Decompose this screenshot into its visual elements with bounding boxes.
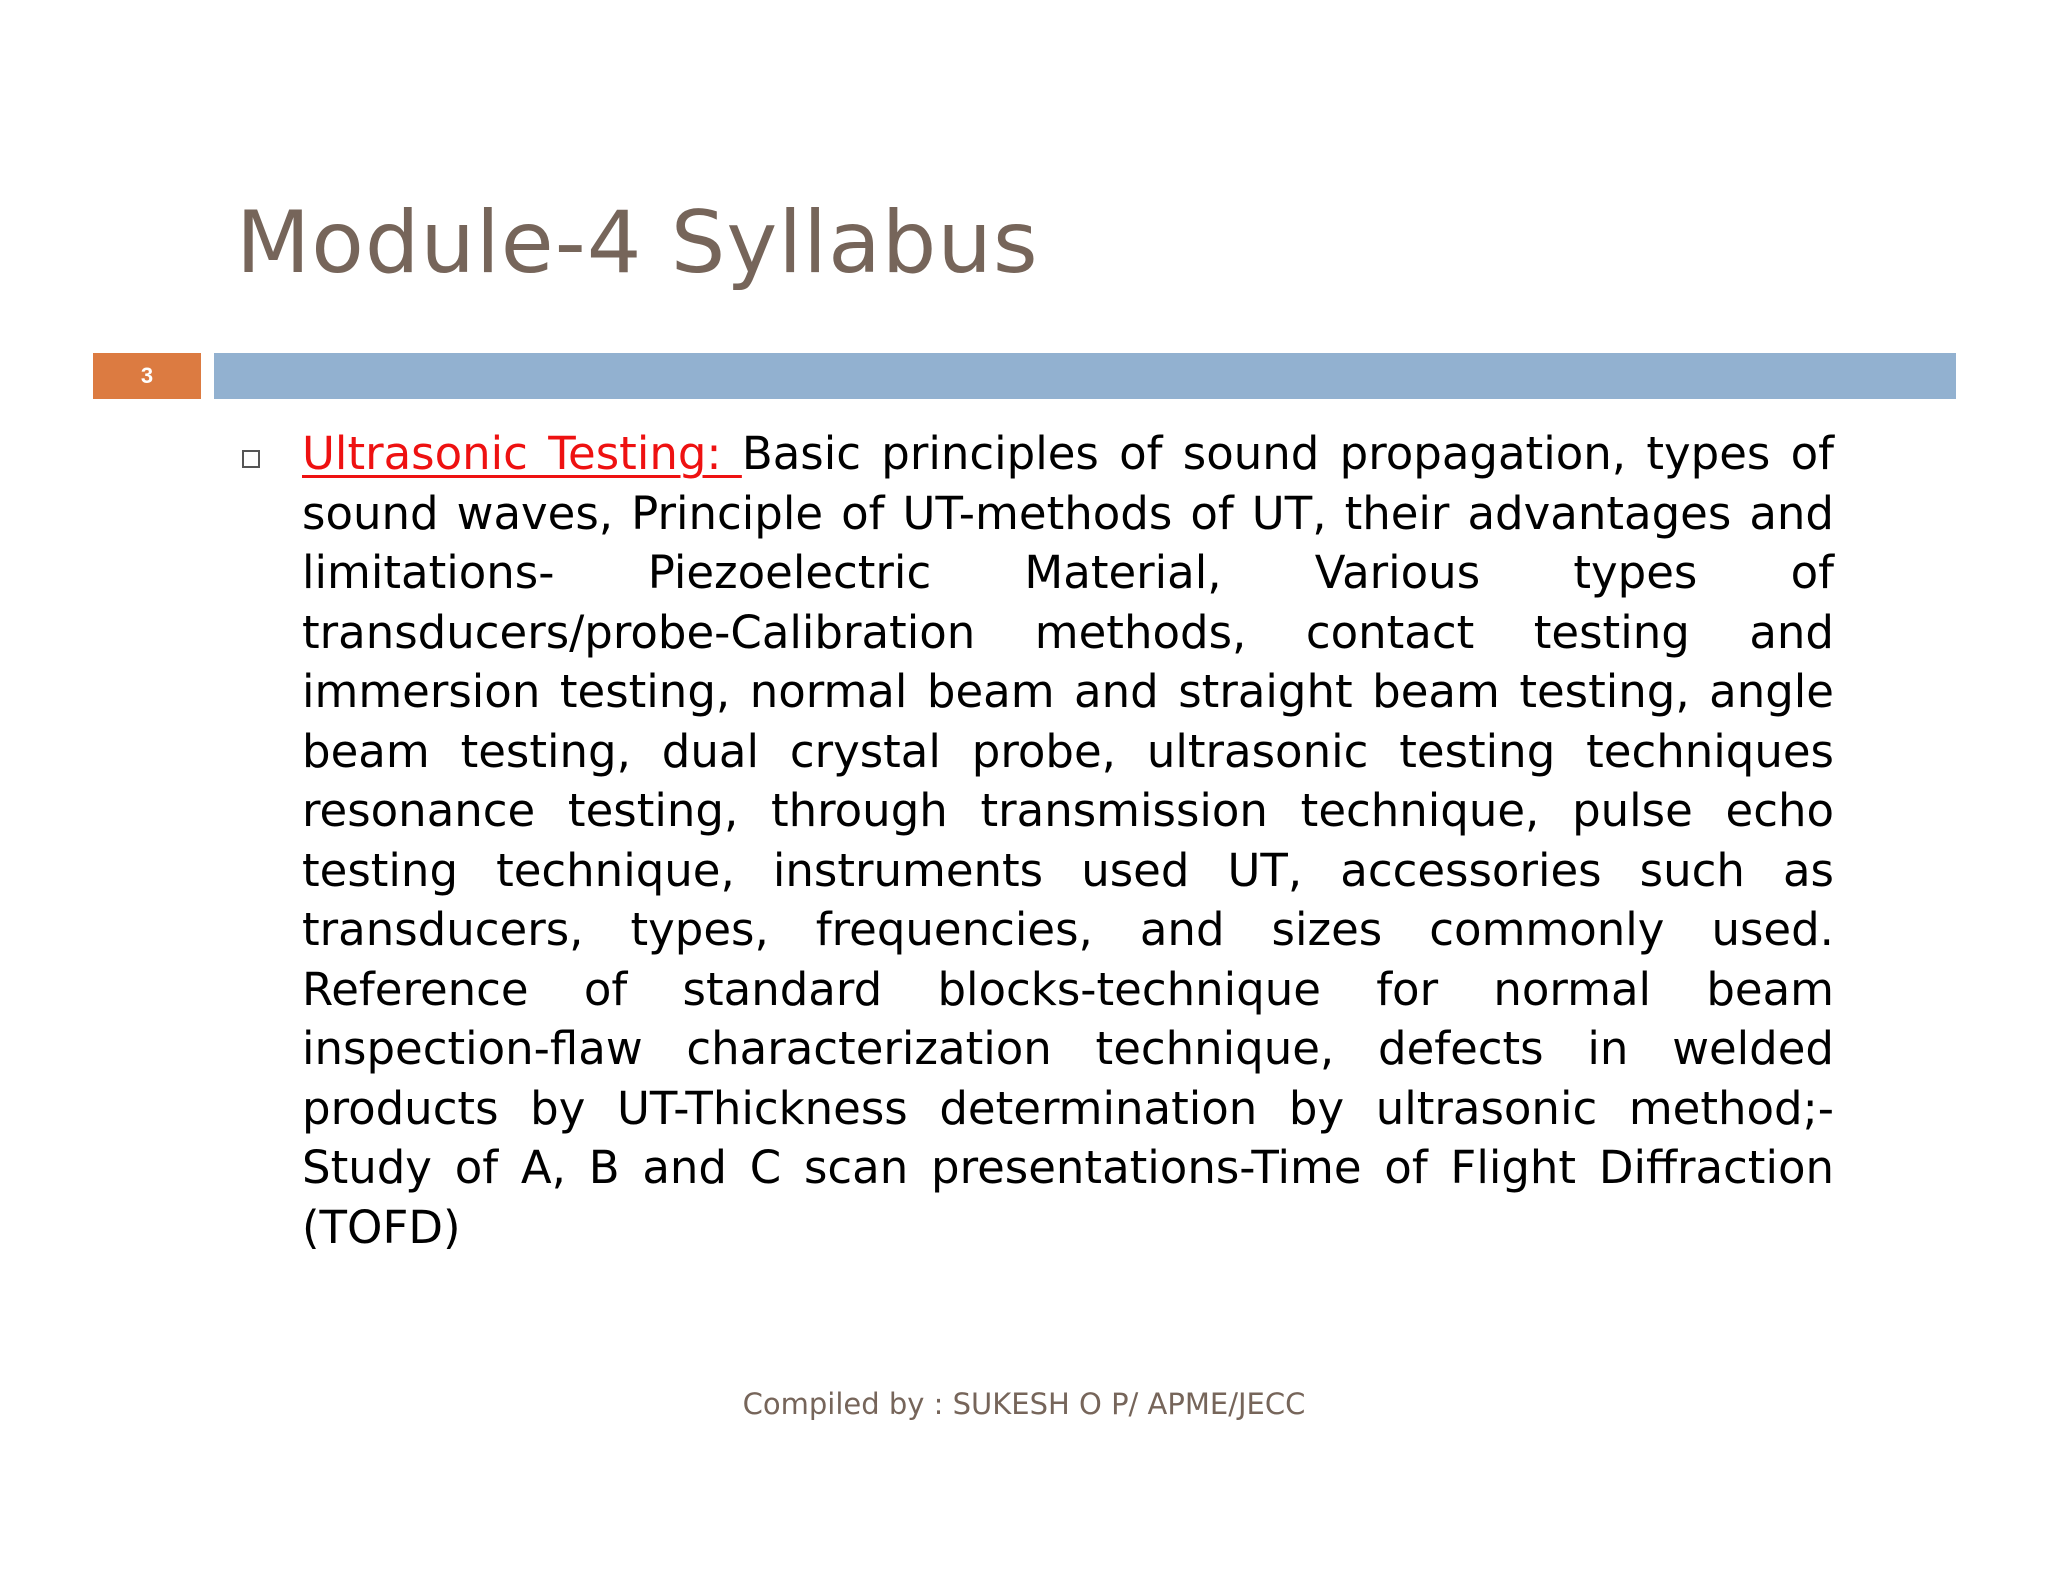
square-bullet-icon: [242, 450, 260, 468]
slide-title: Module-4 Syllabus: [236, 193, 1039, 293]
header-accent-bar: [214, 353, 1956, 399]
page-number-badge: 3: [93, 353, 201, 399]
topic-description: Basic principles of sound propagation, types of sound waves, Principle of UT-methods of UT, their advantages and limitations- Piezoelectric Material, Various types of transducers/probe-Calibration methods, contact testing and immersion testing, normal beam and straight beam testing, angle beam testing, dual crystal probe, ultrasonic testing techniques resonance testing, through transmission technique, pulse echo testing technique, instruments used UT, accessories such as transducers, types, frequencies, and sizes commonly used. Reference of standard blocks-technique for normal beam inspection-flaw characterization technique, defects in welded products by UT-Thickness determination by ultrasonic method;- Study of A, B and C scan presentations-Time of Flight Diffraction (TOFD): [302, 427, 1834, 1254]
topic-label: Ultrasonic Testing:: [302, 427, 742, 480]
footer-credit: Compiled by : SUKESH O P/ APME/JECC: [742, 1387, 1306, 1421]
syllabus-paragraph: [302, 424, 1834, 1257]
